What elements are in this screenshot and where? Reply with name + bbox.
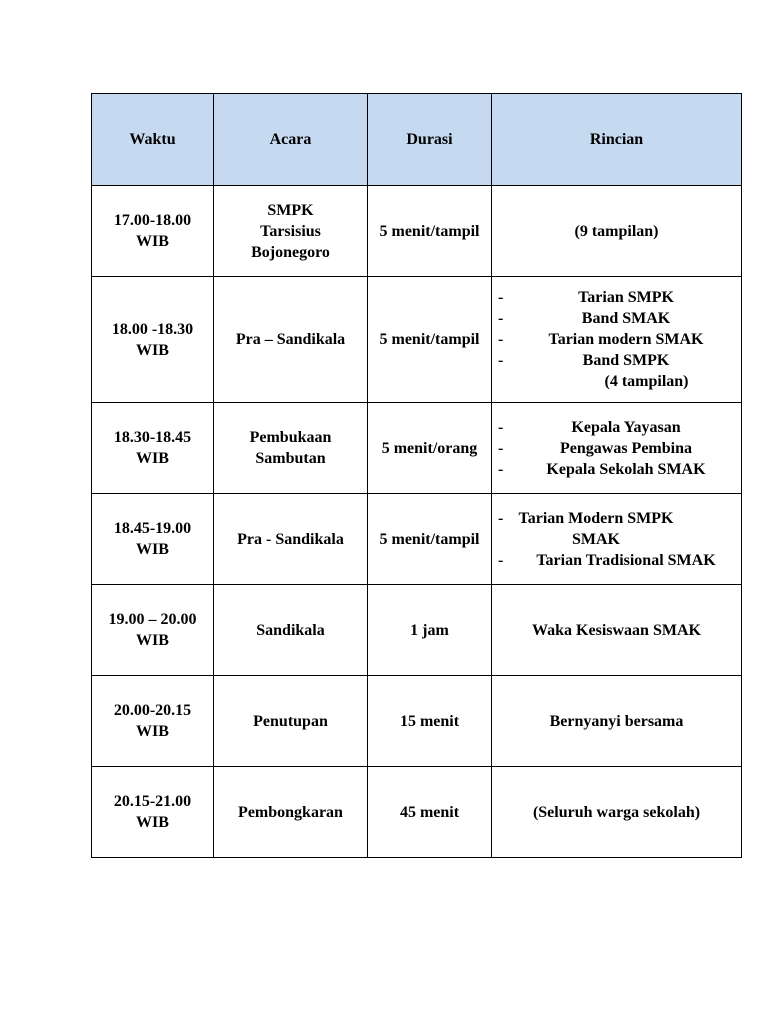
table-row: [92, 277, 742, 403]
details-note: (4 tampilan): [604, 373, 689, 390]
header-time: Waktu: [92, 94, 214, 186]
time-range: 18.45-19.00: [113, 520, 192, 537]
details-list: [496, 508, 737, 571]
table-row: [92, 186, 742, 277]
time-zone: WIB: [136, 450, 169, 467]
duration-cell: 5 menit/orang: [368, 403, 492, 494]
details-item: - Tarian Modern SMPK SMAK: [496, 508, 737, 550]
event-line: Pembukaan: [249, 429, 332, 446]
duration-cell: 15 menit: [368, 676, 492, 767]
details-cell: [492, 277, 742, 403]
event-cell: Pembongkaran: [214, 767, 368, 858]
time-zone: WIB: [136, 341, 169, 359]
event-line: SMPK: [267, 201, 314, 219]
time-range: 18.30-18.45: [113, 429, 192, 446]
header-row: [92, 94, 742, 186]
details-item: - Tarian Tradisional SMAK: [496, 550, 737, 571]
details-item: - Tarian modern SMAK: [496, 329, 737, 350]
details-cell: (Seluruh warga sekolah): [492, 767, 742, 858]
details-list: [496, 287, 737, 371]
details-cell: Waka Kesiswaan SMAK: [492, 585, 742, 676]
time-zone: WIB: [136, 814, 169, 831]
table-row: [92, 585, 742, 676]
time-zone: WIB: [136, 541, 169, 558]
event-cell: Pra - Sandikala: [214, 494, 368, 585]
header-duration: Durasi: [368, 94, 492, 186]
details-item: - Kepala Yayasan: [496, 417, 737, 438]
details-cell: (9 tampilan): [492, 186, 742, 277]
time-zone: WIB: [136, 723, 169, 740]
time-range: 20.00-20.15: [113, 702, 192, 719]
time-range: 19.00 – 20.00: [108, 611, 197, 628]
duration-cell: 5 menit/tampil: [368, 494, 492, 585]
details-cell: [492, 403, 742, 494]
event-line: Sambutan: [255, 450, 326, 467]
event-cell: [214, 186, 368, 277]
time-cell: [92, 585, 214, 676]
table-row: [92, 403, 742, 494]
table-row: [92, 676, 742, 767]
event-cell: Pra – Sandikala: [214, 277, 368, 403]
details-item: - Pengawas Pembina: [496, 438, 737, 459]
event-cell: Sandikala: [214, 585, 368, 676]
duration-cell: 45 menit: [368, 767, 492, 858]
time-range: 20.15-21.00: [113, 793, 192, 810]
table-row: [92, 494, 742, 585]
time-range: 17.00-18.00: [113, 212, 192, 229]
duration-cell: 5 menit/tampil: [368, 277, 492, 403]
details-cell: Bernyanyi bersama: [492, 676, 742, 767]
details-item: - Band SMPK: [496, 350, 737, 371]
time-range: 18.00 -18.30: [111, 320, 194, 338]
time-cell: [92, 676, 214, 767]
schedule-table: [91, 93, 742, 858]
time-zone: WIB: [136, 233, 169, 250]
duration-cell: 1 jam: [368, 585, 492, 676]
time-cell: [92, 494, 214, 585]
time-cell: [92, 403, 214, 494]
time-cell: [92, 277, 214, 403]
details-item: - Band SMAK: [496, 308, 737, 329]
event-cell: Penutupan: [214, 676, 368, 767]
event-cell: [214, 403, 368, 494]
details-item: - Kepala Sekolah SMAK: [496, 459, 737, 480]
header-details: Rincian: [492, 94, 742, 186]
time-zone: WIB: [136, 632, 169, 649]
duration-cell: 5 menit/tampil: [368, 186, 492, 277]
header-event: Acara: [214, 94, 368, 186]
details-cell: [492, 494, 742, 585]
details-item: - Tarian SMPK: [496, 287, 737, 308]
time-cell: [92, 186, 214, 277]
table-row: [92, 767, 742, 858]
event-line: Bojonegoro: [251, 243, 330, 261]
time-cell: [92, 767, 214, 858]
details-list: [496, 417, 737, 480]
event-line: Tarsisius: [260, 222, 321, 240]
